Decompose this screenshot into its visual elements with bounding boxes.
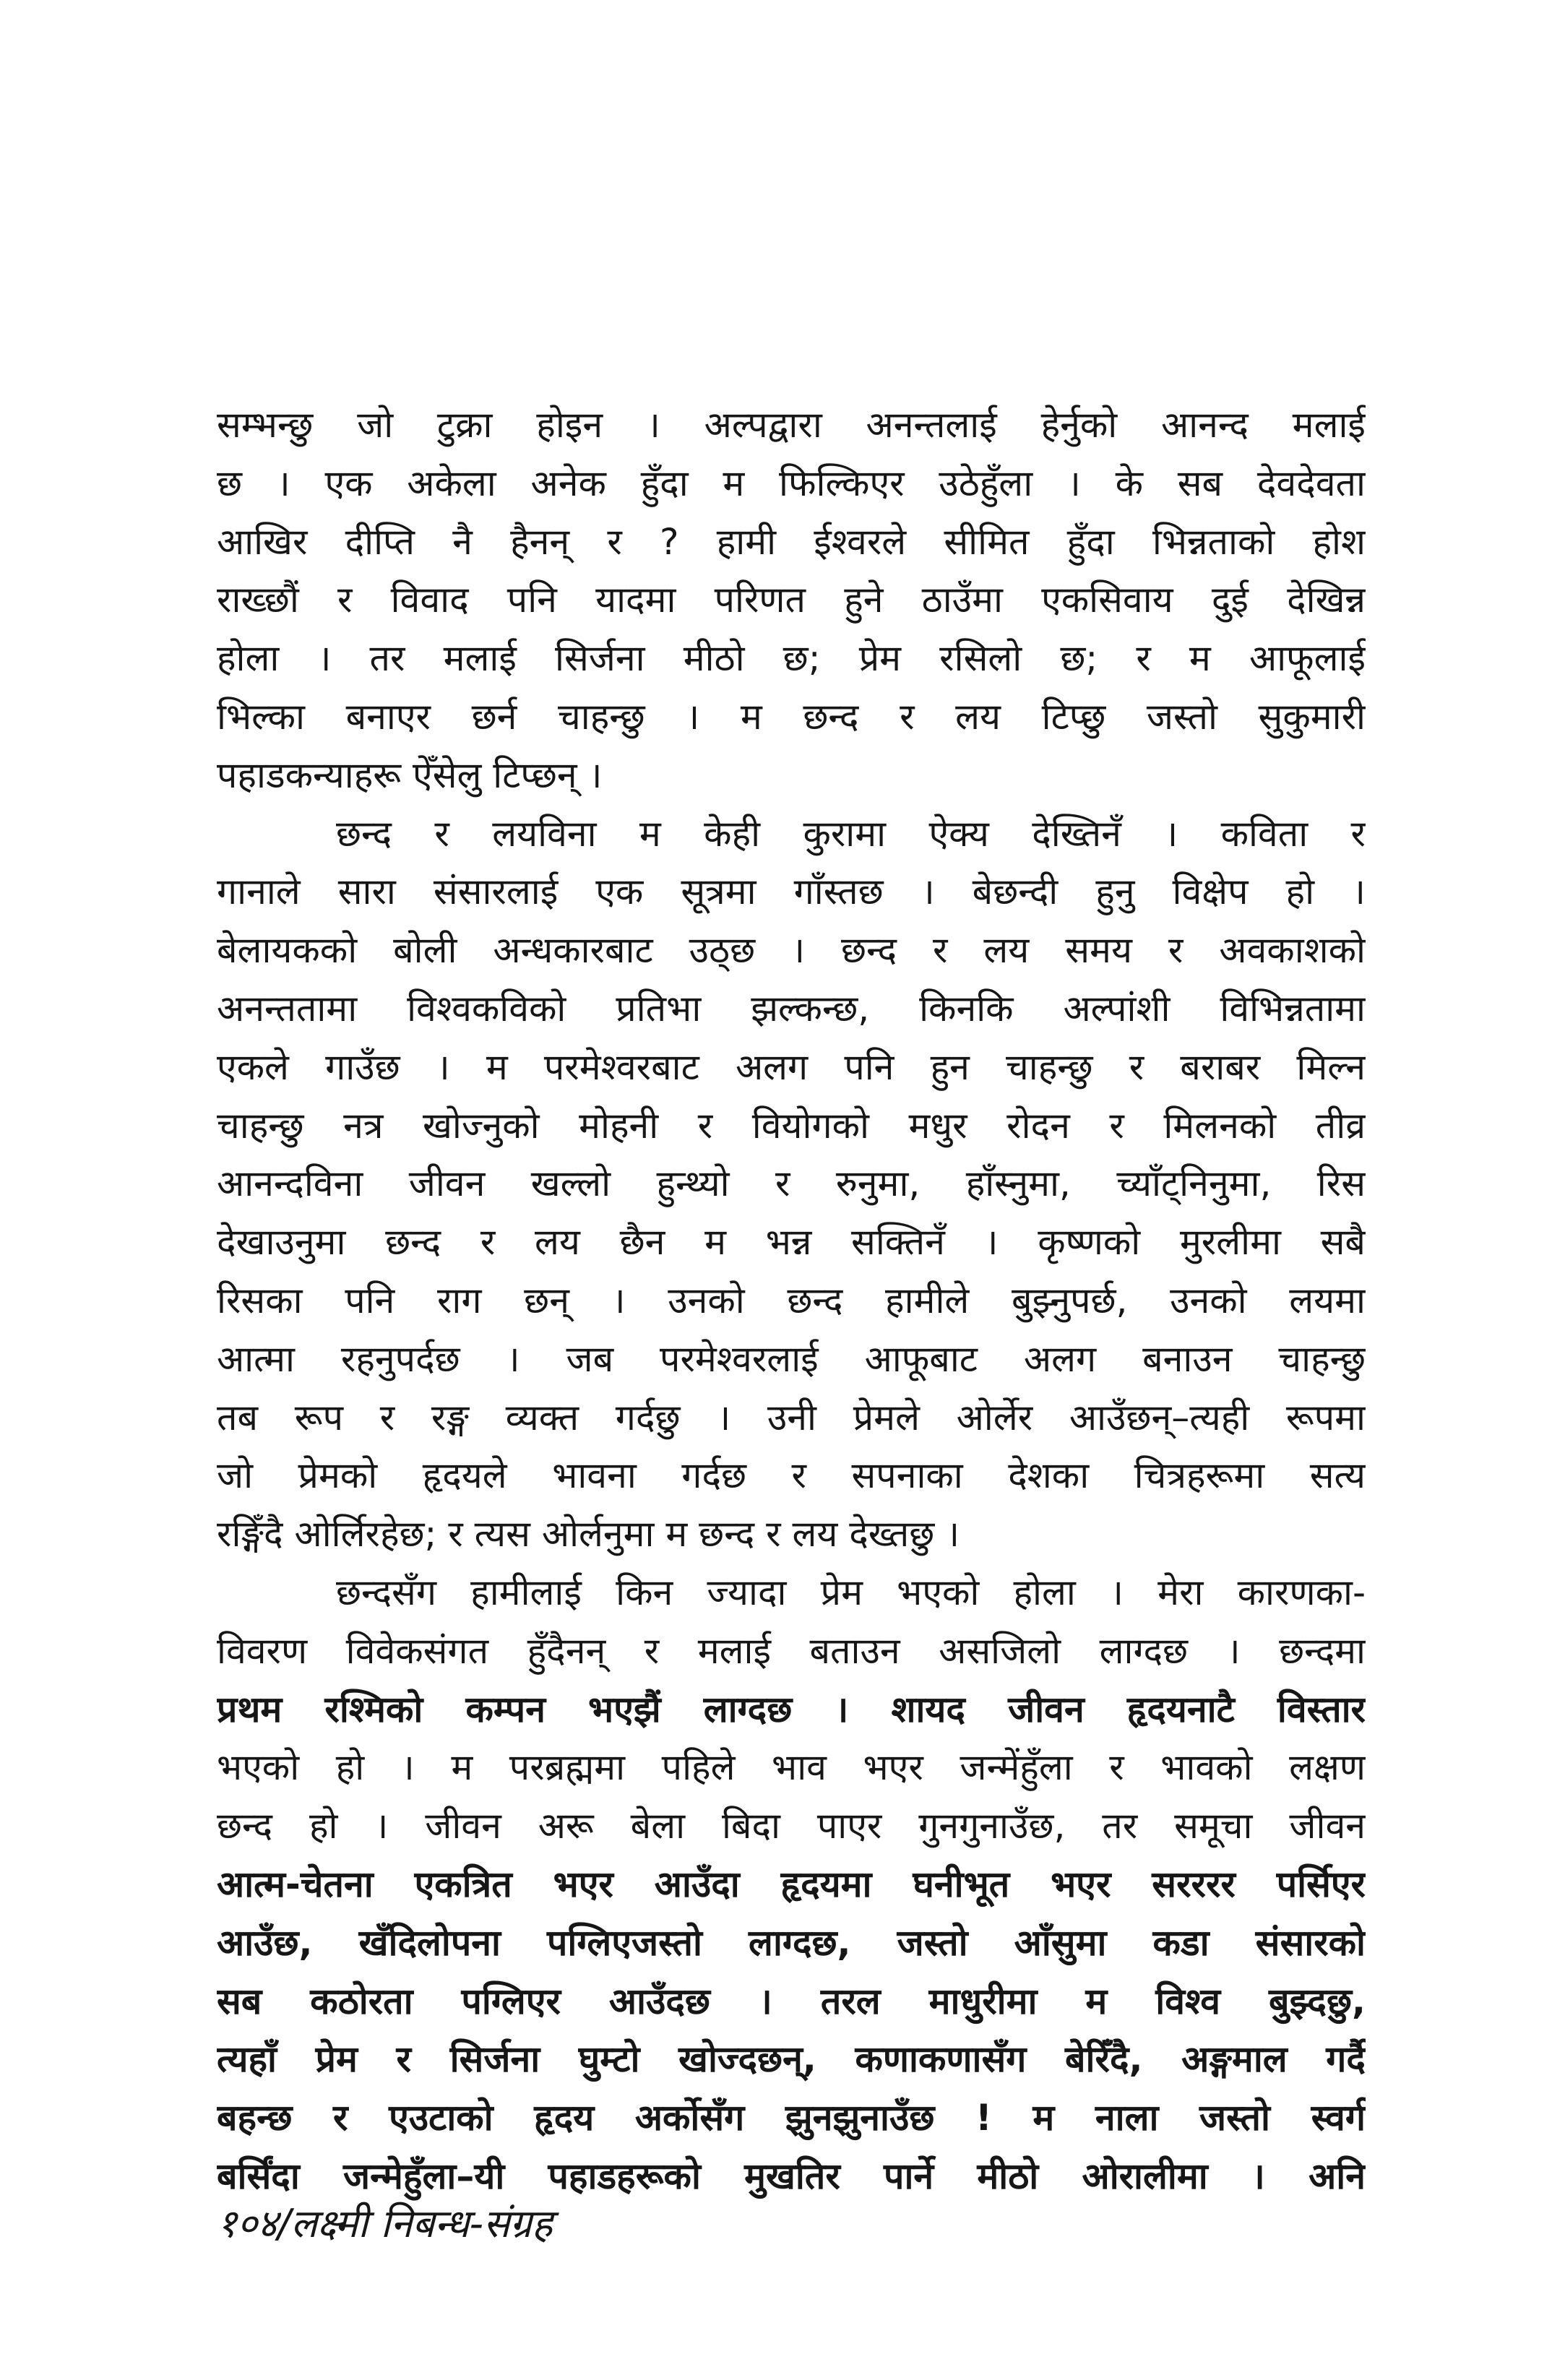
text-line: छन्द हो । जीवन अरू बेला बिदा पाएर गुनगुनाउँछ, तर समूचा जीवन (217, 1805, 1366, 1847)
text-line: भिल्का बनाएर छर्न चाहन्छु । म छन्द र लय टिप्छु जस्तो सुकुमारी (217, 695, 1366, 738)
text-line: छन्दसँग हामीलाई किन ज्यादा प्रेम भएको होला । मेरा कारणका- (336, 1571, 1366, 1613)
text-line: सम्भन्छु जो टुक्रा होइन । अल्पद्वारा अनन्तलाई हेर्नुको आनन्द मलाई (217, 404, 1366, 446)
text-line: बहन्छ र एउटाको हृदय अर्कोसँग झुनझुनाउँछ ! म नाला जस्तो स्वर्ग (217, 2097, 1366, 2139)
text-line: प्रथम रश्मिको कम्पन भएझैं लाग्दछ । शायद जीवन हृदयनाटै विस्तार (217, 1688, 1366, 1730)
text-line: होला । तर मलाई सिर्जना मीठो छ; प्रेम रसिलो छ; र म आफूलाई (217, 637, 1366, 680)
text-line: आखिर दीप्ति नै हैनन् र ? हामी ईश्वरले सीमित हुँदा भिन्नताको होश (217, 520, 1366, 563)
text-line: आत्मा रहनुपर्दछ । जब परमेश्वरलाई आफूबाट अलग बनाउन चाहन्छु (217, 1337, 1366, 1380)
page-number: १०४ (217, 2201, 278, 2246)
text-line: जो प्रेमको हृदयले भावना गर्दछ र सपनाका देशका चित्रहरूमा सत्य (217, 1454, 1366, 1497)
text-line: रङ्गिँदै ओर्लिरहेछ; र त्यस ओर्लनुमा म छन्द र लय देख्तछु । (217, 1513, 960, 1556)
page-footer (217, 2195, 553, 2253)
text-line: विवरण विवेकसंगत हुँदैनन् र मलाई बताउन असजिलो लाग्दछ । छन्दमा (217, 1629, 1366, 1672)
body-text (217, 396, 1366, 2206)
text-line: पहाडकन्याहरू ऐँसेलु टिप्छन् । (217, 754, 603, 796)
text-line: तब रूप र रङ्ग व्यक्त गर्दछु । उनी प्रेमले ओर्लेर आउँछन्–त्यही रूपमा (217, 1396, 1366, 1439)
text-line: बेलायकको बोली अन्धकारबाट उठ्छ । छन्द र लय समय र अवकाशको (217, 929, 1366, 972)
text-line: आत्म-चेतना एकत्रित भएर आउँदा हृदयमा घनीभूत भएर सरररर पर्सिएर (217, 1863, 1366, 1905)
text-line: बर्सिंदा जन्मेहुँला–यी पहाडहरूको मुखतिर पार्ने मीठो ओरालीमा । अनि (217, 2155, 1366, 2197)
text-line: एकले गाउँछ । म परमेश्वरबाट अलग पनि हुन चाहन्छु र बराबर मिल्न (217, 1045, 1366, 1088)
text-line: छ । एक अकेला अनेक हुँदा म फिल्किएर उठेहुँला । के सब देवदेवता (217, 462, 1366, 504)
text-line: आनन्दविना जीवन खल्लो हुन्थ्यो र रुनुमा, हाँस्नुमा, च्याँट्निनुमा, रिस (217, 1163, 1366, 1205)
text-line: त्यहाँ प्रेम र सिर्जना घुम्टो खोज्दछन्, कणाकणासँग बेरिँदै, अङ्गमाल गर्दै (217, 2038, 1366, 2081)
text-line: राख्छौं र विवाद पनि यादमा परिणत हुने ठाउँमा एकसिवाय दुई देखिन्न (217, 579, 1366, 621)
text-line: चाहन्छु नत्र खोज्नुको मोहनी र वियोगको मधुर रोदन र मिलनको तीव्र (217, 1104, 1366, 1147)
book-title: लक्ष्मी निबन्ध-संग्रह (290, 2201, 553, 2246)
text-line: छन्द र लयविना म केही कुरामा ऐक्य देख्तिनँ । कविता र (336, 812, 1366, 855)
text-line: सब कठोरता पग्लिएर आउँदछ । तरल माधुरीमा म विश्व बुझ्दछु, (217, 1980, 1366, 2022)
text-line: आउँछ, खँदिलोपना पग्लिएजस्तो लाग्दछ, जस्तो आँसुमा कडा संसारको (217, 1921, 1366, 1964)
text-line: अनन्ततामा विश्वकविको प्रतिभा झल्कन्छ, किनकि अल्पांशी विभिन्नतामा (217, 987, 1366, 1030)
footer-separator: / (277, 2201, 291, 2246)
text-line: गानाले सारा संसारलाई एक सूत्रमा गाँस्तछ । बेछन्दी हुनु विक्षेप हो । (217, 871, 1366, 913)
text-line: रिसका पनि राग छन् । उनको छन्द हामीले बुझ्नुपर्छ, उनको लयमा (217, 1279, 1366, 1321)
text-line: देखाउनुमा छन्द र लय छैन म भन्न सक्तिनँ । कृष्णको मुरलीमा सबै (217, 1221, 1366, 1264)
text-line: भएको हो । म परब्रह्ममा पहिले भाव भएर जन्मेंहुँला र भावको लक्षण (217, 1746, 1366, 1789)
